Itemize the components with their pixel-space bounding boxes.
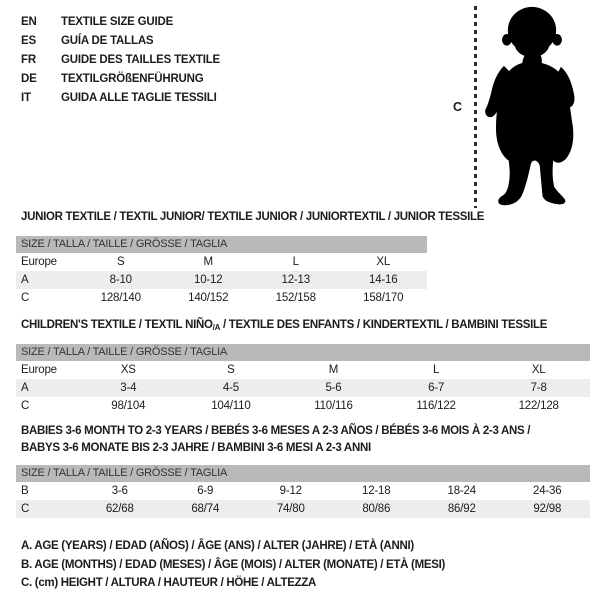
legend-line-c: C. (cm) HEIGHT / ALTURA / HAUTEUR / HÖHE / ALTEZZA: [21, 577, 317, 589]
table-cell: 14-16: [369, 274, 398, 286]
table-cell: M: [328, 364, 339, 376]
table-cell: 92/98: [533, 503, 562, 515]
table-row: [16, 271, 427, 289]
size-header-bar: SIZE / TALLA / TAILLE / GRÖSSE / TAGLIA: [16, 344, 590, 361]
table-title-text: CHILDREN'S TEXTILE / TEXTIL NIÑO: [21, 319, 213, 331]
table-row: [16, 253, 427, 271]
table-body: [16, 482, 590, 518]
language-code: ES: [21, 35, 36, 47]
table-cell: 122/128: [518, 400, 559, 412]
legend-line-b: B. AGE (MONTHS) / EDAD (MESES) / ÂGE (MOIS) / ALTER (MONATE) / ETÀ (MESI): [21, 558, 446, 571]
size-header-bar: SIZE / TALLA / TAILLE / GRÖSSE / TAGLIA: [16, 465, 590, 482]
table-cell: 152/158: [275, 292, 316, 304]
table-cell: L: [292, 256, 299, 268]
table-cell: 110/116: [314, 400, 353, 412]
table-cell: 7-8: [530, 382, 547, 394]
height-figure: [449, 0, 599, 215]
language-row-it: [21, 89, 220, 108]
measure-legend: [21, 537, 445, 593]
table-cell: 3-6: [111, 485, 128, 497]
table-body: [16, 361, 590, 415]
table-cell: 5-6: [325, 382, 342, 394]
table-title-subscript: /A: [212, 323, 221, 332]
row-label: Europe: [21, 256, 57, 268]
table-cell: S: [117, 256, 125, 268]
language-row-en: [21, 13, 220, 32]
baby-silhouette-icon: [482, 5, 580, 208]
language-code: DE: [21, 73, 37, 85]
language-row-de: [21, 70, 220, 89]
table-cell: 6-7: [428, 382, 445, 394]
table-cell: XL: [376, 256, 391, 268]
row-label: C: [21, 292, 30, 304]
table-cell: 128/140: [100, 292, 141, 304]
table-cell: XL: [531, 364, 546, 376]
table-cell: 6-9: [197, 485, 214, 497]
language-row-es: [21, 32, 220, 51]
table-cell: 80/86: [362, 503, 391, 515]
language-title: TEXTILGRÖßENFÜHRUNG: [61, 73, 204, 85]
height-reference-dashed-line: [474, 6, 477, 208]
height-measure-label: C: [453, 100, 463, 114]
language-row-fr: [21, 51, 220, 70]
table-title-text: / TEXTILE DES ENFANTS / KINDERTEXTIL / BAMBINI TESSILE: [220, 319, 548, 331]
row-label: C: [21, 503, 30, 515]
table-cell: 158/170: [363, 292, 404, 304]
size-header-bar: SIZE / TALLA / TAILLE / GRÖSSE / TAGLIA: [16, 236, 427, 253]
size-table-junior: [16, 210, 485, 307]
table-row: [16, 379, 590, 397]
table-cell: 8-10: [109, 274, 132, 286]
table-cell: 140/152: [188, 292, 229, 304]
table-row: [16, 289, 427, 307]
table-cell: 98/104: [111, 400, 146, 412]
row-label: C: [21, 400, 30, 412]
language-title: GUIDE DES TAILLES TEXTILE: [61, 54, 220, 66]
row-label: A: [21, 382, 29, 394]
table-cell: XS: [120, 364, 136, 376]
table-cell: L: [432, 364, 440, 376]
table-cell: 24-36: [533, 485, 562, 497]
language-title: GUIDA ALLE TAGLIE TESSILI: [61, 92, 217, 104]
table-row: [16, 397, 590, 415]
table-title: [16, 210, 485, 227]
table-cell: 4-5: [222, 382, 239, 394]
table-title-text: BABIES 3-6 MONTH TO 2-3 YEARS / BEBÉS 3-6 MESES A 2-3 AÑOS / BÉBÉS 3-6 MOIS À 2-3 ANS /: [21, 425, 531, 437]
language-code: EN: [21, 16, 37, 28]
table-cell: 86/92: [447, 503, 476, 515]
row-label: B: [21, 485, 29, 497]
table-body: [16, 253, 427, 307]
language-list: [21, 13, 220, 108]
table-cell: 104/110: [211, 400, 251, 412]
language-code: FR: [21, 54, 36, 66]
table-cell: S: [227, 364, 235, 376]
table-title: [16, 318, 590, 335]
table-row: [16, 482, 590, 500]
table-cell: 62/68: [105, 503, 134, 515]
row-label: Europe: [21, 364, 57, 376]
table-cell: 68/74: [191, 503, 220, 515]
table-cell: 12-13: [281, 274, 310, 286]
table-cell: M: [203, 256, 213, 268]
table-title: [16, 424, 590, 441]
language-title: TEXTILE SIZE GUIDE: [61, 16, 174, 28]
row-label: A: [21, 274, 29, 286]
table-row: [16, 361, 590, 379]
table-cell: 74/80: [276, 503, 305, 515]
table-cell: 9-12: [279, 485, 302, 497]
table-cell: 116/122: [416, 400, 456, 412]
size-table-babies: [16, 424, 590, 518]
table-cell: 3-4: [120, 382, 137, 394]
size-table-children: [16, 318, 590, 415]
language-title: GUÍA DE TALLAS: [61, 35, 154, 47]
table-cell: 18-24: [447, 485, 476, 497]
legend-line-a: A. AGE (YEARS) / EDAD (AÑOS) / ÂGE (ANS) / ALTER (JAHRE) / ETÀ (ANNI): [21, 540, 414, 552]
table-cell: 10-12: [194, 274, 223, 286]
table-title-line2: BABYS 3-6 MONATE BIS 2-3 JAHRE / BAMBINI 3-6 MESI A 2-3 ANNI: [21, 442, 371, 454]
language-code: IT: [21, 92, 31, 104]
table-cell: 12-18: [362, 485, 391, 497]
table-title-text: JUNIOR TEXTILE / TEXTIL JUNIOR/ TEXTILE JUNIOR / JUNIORTEXTIL / JUNIOR TESSILE: [21, 211, 485, 223]
table-row: [16, 500, 590, 518]
